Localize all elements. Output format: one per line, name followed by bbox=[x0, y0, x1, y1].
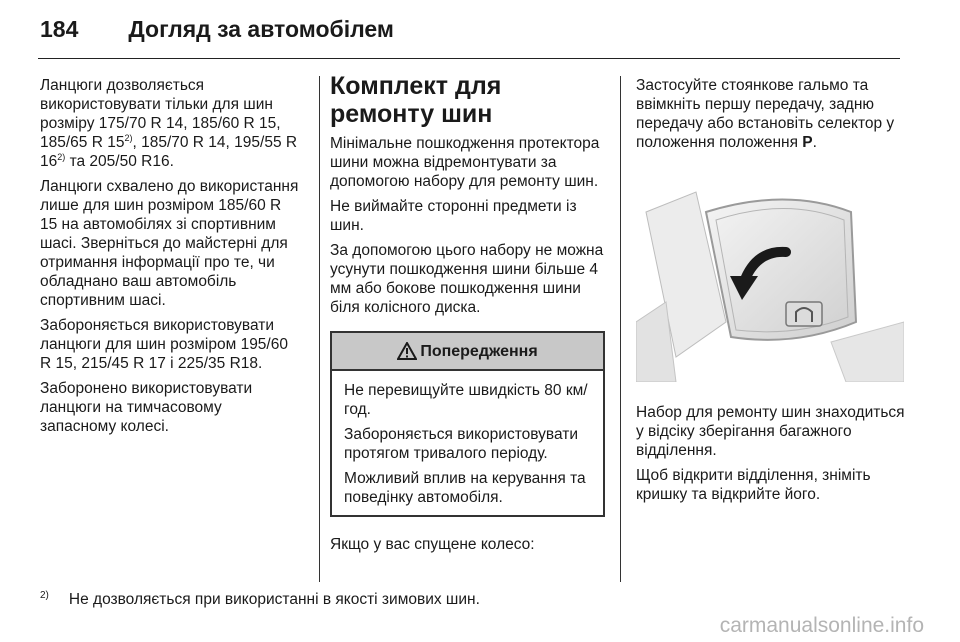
kit-location-paragraph: Набор для ремонту шин знаходиться у відсіку зберігання багажного відділення. bbox=[636, 404, 905, 459]
warning-title: Попередження bbox=[420, 342, 538, 360]
column-divider-1 bbox=[319, 76, 320, 582]
text-part: Ланцюги дозволяється використовувати тільки для шин розміру 175/70 R 14, 185/60 R 15, 185/65 R 15 bbox=[40, 77, 281, 151]
page-header bbox=[40, 16, 394, 46]
footnote-ref[interactable]: 2) bbox=[124, 133, 133, 143]
watermark: carmanualsonline.info bbox=[719, 614, 924, 637]
footnote-text: Не дозволяється при використанні в якості зимових шин. bbox=[68, 591, 480, 608]
limits-paragraph: За допомогою цього набору не можна усунути пошкодження шини більше 4 мм або бокове пошкодження шини біля колісного диска. bbox=[330, 242, 604, 316]
parking-brake-paragraph bbox=[636, 76, 908, 152]
tire-size-paragraph bbox=[40, 76, 302, 171]
foreign-objects-paragraph: Не виймайте сторонні предмети із шин. bbox=[330, 198, 577, 234]
repair-paragraph: Мінімальне пошкодження протектора шини можна відремонтувати за допомогою набору для ремонту шин. bbox=[330, 135, 600, 190]
sport-chassis-paragraph: Ланцюги схвалено до використання лише для шин розміром 185/60 R 15 на автомобілях зі спортивним шасі. Зверніться до майстерні для отримання інформації про те, чи обладнано ваш автомобіль спортивним шасі. bbox=[40, 178, 299, 309]
forbidden-sizes-paragraph: Забороняється використовувати ланцюги для шин розміром 195/60 R 15, 215/45 R 17 і 225/35 R18. bbox=[40, 317, 288, 372]
storage-compartment-illustration bbox=[636, 172, 904, 382]
spare-wheel-paragraph: Заборонено використовувати ланцюги на тимчасовому запасному колесі. bbox=[40, 380, 253, 435]
column-divider-2 bbox=[620, 76, 621, 582]
text-part: . bbox=[812, 134, 817, 151]
warning-body bbox=[332, 371, 603, 515]
warning-speed: Не перевищуйте швидкість 80 км/год. bbox=[344, 382, 588, 418]
text-part: , 185/70 R 14, 195/55 R 16 bbox=[40, 134, 298, 170]
footnote-ref[interactable]: 2) bbox=[57, 152, 66, 162]
footnote bbox=[40, 590, 480, 609]
header-rule bbox=[38, 58, 900, 59]
open-compartment-paragraph: Щоб відкрити відділення, зніміть кришку та відкрийте його. bbox=[636, 467, 871, 503]
page-title: Догляд за автомобілем bbox=[128, 16, 394, 42]
column-left bbox=[40, 76, 302, 442]
text-part: Застосуйте стоянкове гальмо та ввімкніть першу передачу, задню передачу або встановіть селектор у положення положення bbox=[636, 77, 895, 151]
page-number: 184 bbox=[40, 16, 79, 42]
warning-box bbox=[330, 331, 605, 517]
flat-tire-paragraph: Якщо у вас спущене колесо: bbox=[330, 536, 535, 553]
column-right bbox=[636, 76, 908, 510]
warning-header bbox=[332, 333, 603, 371]
warning-handling: Можливий вплив на керування та поведінку автомобіля. bbox=[344, 470, 586, 506]
text-part: та 205/50 R16. bbox=[65, 153, 174, 170]
warning-duration: Забороняється використовувати протягом тривалого періоду. bbox=[344, 426, 578, 462]
column-middle bbox=[330, 72, 605, 560]
gear-p-label: P bbox=[802, 134, 813, 151]
warning-triangle-icon bbox=[397, 342, 417, 360]
footnote-mark: 2) bbox=[40, 590, 49, 601]
section-title: Комплект для ремонту шин bbox=[330, 72, 502, 128]
